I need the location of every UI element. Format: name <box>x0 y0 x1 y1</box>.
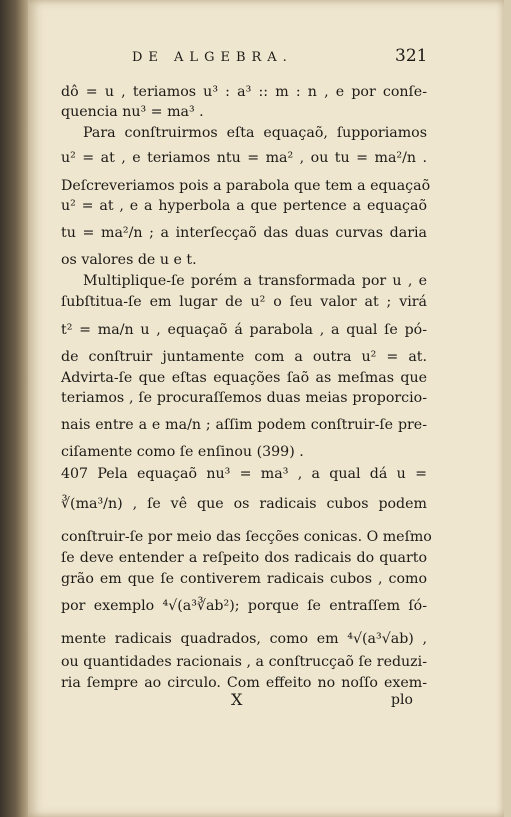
text-line: ſe deve entender a reſpeito dos radicais do quarto <box>61 550 427 566</box>
page-number: 321 <box>395 46 428 66</box>
text-line: ou quantidades racionais , a conſtrucçaõ ſe reduzi- <box>61 654 427 670</box>
text-line: grão em que ſe contiverem radicais cubos , como <box>61 571 427 587</box>
text-line: mente radicais quadrados, como em ⁴√(a³√ab) , <box>61 631 427 647</box>
text-line: Advirta-ſe que eſtas equações ſaõ as meſmas que <box>61 370 427 386</box>
text-line: ∛(ma³/n) , ſe vê que os radicais cubos podem <box>61 496 427 512</box>
text-line: quencia nu³ = ma³ . <box>61 104 204 120</box>
text-line: t² = ma/n u , equaçaõ á parabola , a qual ſe pó- <box>61 322 427 338</box>
text-line: conſtruir-ſe por meio das ſecções conicas. O meſmo <box>61 529 432 545</box>
text-line: u² = at , e teriamos ntu = ma² , ou tu = ma²/n . <box>61 150 427 166</box>
text-line: nais entre a e ma/n ; aſſim podem conſtruir-ſe pre- <box>61 417 427 433</box>
text-line-content: dô = u , teriamos u³ : a³ :: m : n , e por conſe- <box>61 84 427 100</box>
text-line: 407 Pela equaçaõ nu³ = ma³ , a qual dá u = <box>61 466 427 482</box>
text-line: Multiplique-ſe porém a transformada por u , e <box>83 273 427 289</box>
text-line: ſubſtitua-ſe em lugar de u² o ſeu valor at ; virá <box>61 294 427 310</box>
book-gutter <box>0 0 28 817</box>
signature-mark: X <box>231 690 243 709</box>
text-line: ria ſempre ao circulo. Com effeito no noſſo exem- <box>61 675 427 691</box>
page-edge <box>504 0 511 817</box>
text-line: os valores de u e t. <box>61 252 197 268</box>
text-line: Para conſtruirmos eſta equaçaõ, ſupporiamos <box>83 125 427 141</box>
text-line: por exemplo ⁴√(a³∛ab²); porque ſe entraſſem ſó- <box>61 598 427 614</box>
catchword: plo <box>391 692 413 708</box>
book-page <box>28 0 504 817</box>
text-line: teriamos , ſe procuraſſemos duas meias proporcio- <box>61 390 427 406</box>
text-line: Deſcreveriamos pois a parabola que tem a equaçaõ <box>61 178 431 194</box>
text-line: ciſamente como ſe enſinou (399) . <box>61 444 304 460</box>
running-title: DE ALGEBRA. <box>132 50 293 65</box>
text-line: de conſtruir juntamente com a outra u² = at. <box>61 349 427 365</box>
running-header <box>90 44 432 70</box>
text-line <box>61 82 427 102</box>
text-line: tu = ma²/n ; a interſecçaõ das duas curvas daria <box>61 225 427 241</box>
text-line: u² = at , e a hyperbola a que pertence a equaçaõ <box>61 198 427 214</box>
